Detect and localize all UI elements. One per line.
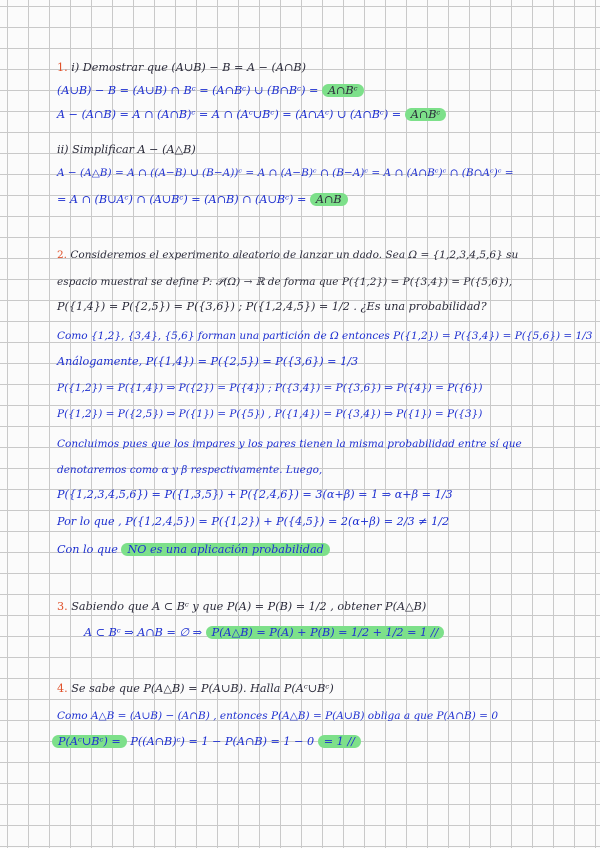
problem-2-fraction-compare: 2/3 ≠ 1/2 <box>396 515 450 528</box>
problem-2-line-3-text: P({1,4}) = P({2,5}) = P({3,6}) ; P({1,2,4,5}) = <box>57 300 329 313</box>
problem-2-line-8: Concluimos pues que los impares y los pares tienen la misma probabilidad entre sí que <box>57 438 522 450</box>
problem-2-line-11-text: Por lo que , P({1,2,4,5}) = P({1,2}) + P({4,5}) = 2(α+β) = <box>57 515 394 528</box>
problem-2-fraction-half: 1/2 <box>331 300 350 313</box>
problem-2-line-5 <box>57 355 358 369</box>
problem-3-title <box>57 600 426 614</box>
problem-4-result-end: = 1 // <box>318 735 361 748</box>
problem-4-result-start: P(Aᶜ∪Bᶜ) = <box>52 735 127 748</box>
problem-4-line-2-text: P((A∩B)ᶜ) = 1 − P(A∩B) = 1 − 0 <box>130 735 315 748</box>
problem-1-number: 1. <box>57 61 68 74</box>
problem-2-conclusion: NO es una aplicación probabilidad <box>121 543 329 556</box>
problem-3-result: P(A△B) = P(A) + P(B) = 1/2 + 1/2 = 1 // <box>206 626 445 639</box>
problem-1-line-1-text: (A∪B) − B = (A∪B) ∩ Bᶜ = (A∩Bᶜ) ∪ (B∩Bᶜ) = <box>57 84 319 97</box>
problem-2-line-7: P({1,2}) = P({2,5}) ⇒ P({1}) = P({5}) , P({1,4}) = P({3,4}) ⇒ P({1}) = P({3}) <box>57 408 483 420</box>
problem-2-line-10-text: P({1,2,3,4,5,6}) = P({1,3,5}) + P({2,4,6}) = 3(α+β) = 1 ⇒ α+β = <box>57 488 432 501</box>
problem-1-line-1 <box>57 84 364 98</box>
problem-2-fraction-third-2: 1/3 <box>340 355 359 368</box>
problem-4-title <box>57 682 334 696</box>
problem-1-sub: ii) Simplificar A − (A△B) <box>57 143 196 156</box>
problem-1-result-2: A∩Bᶜ <box>405 108 447 121</box>
problem-2-line-1 <box>57 248 518 262</box>
problem-1-result-1: A∩Bᶜ <box>322 84 364 97</box>
problem-1-line-4 <box>57 193 348 207</box>
problem-2-line-10 <box>57 488 453 502</box>
problem-2-line-5-text: Análogamente, P({1,4}) = P({2,5}) = P({3,6}) = <box>57 355 337 368</box>
problem-3-line-1-text: A ⊂ Bᶜ ⇒ A∩B = ∅ ⇒ <box>84 626 203 639</box>
problem-1-result-3: A∩B <box>310 193 348 206</box>
problem-2-fraction-third-1: 1/3 <box>575 330 593 342</box>
problem-1-statement: i) Demostrar que (A∪B) − B = A − (A∩B) <box>71 61 306 74</box>
problem-3-line-1 <box>84 626 444 640</box>
problem-2-question: . ¿Es una probabilidad? <box>353 300 487 313</box>
problem-1-line-2 <box>57 108 446 122</box>
problem-2-line-11 <box>57 515 449 529</box>
problem-4-number: 4. <box>57 682 68 695</box>
problem-2-conclusion-lead: Con lo que <box>57 543 118 556</box>
problem-2-fraction-third-3: 1/3 <box>434 488 453 501</box>
problem-1-line-2-text: A − (A∩B) = A ∩ (A∩B)ᶜ = A ∩ (Aᶜ∪Bᶜ) = (A∩Aᶜ) ∪ (A∩Bᶜ) = <box>57 108 402 121</box>
problem-2-number: 2. <box>57 249 68 261</box>
problem-1-line-3: A − (A△B) = A ∩ ((A−B) ∪ (B−A))ᶜ = A ∩ (A−B)ᶜ ∩ (B−A)ᶜ = A ∩ (A∩Bᶜ)ᶜ ∩ (B∩Aᶜ)ᶜ = <box>57 167 514 179</box>
problem-2-line-9: denotaremos como α y β respectivamente. Luego, <box>57 464 323 476</box>
problem-3-statement: Sabiendo que A ⊂ Bᶜ y que P(A) = P(B) = 1/2 , obtener P(A△B) <box>71 600 427 613</box>
problem-2-line-2: espacio muestral se define P: 𝒫(Ω) → ℝ de forma que P({1,2}) = P({3,4}) = P({5,6}), <box>57 276 513 288</box>
problem-2-statement-1: Consideremos el experimento aleatorio de lanzar un dado. Sea Ω = {1,2,3,4,5,6} su <box>70 249 519 261</box>
problem-2-line-4-text: Como {1,2}, {3,4}, {5,6} forman una partición de Ω entonces P({1,2}) = P({3,4}) = P({5,6}) = <box>57 330 573 342</box>
problem-1-title <box>57 61 306 75</box>
problem-4-statement: Se sabe que P(A△B) = P(A∪B). Halla P(Aᶜ∪Bᶜ) <box>71 682 334 695</box>
problem-2-line-3 <box>57 300 487 314</box>
problem-3-number: 3. <box>57 600 68 613</box>
problem-2-line-12 <box>57 543 330 557</box>
problem-4-line-1: Como A△B = (A∪B) − (A∩B) , entonces P(A△B) = P(A∪B) obliga a que P(A∩B) = 0 <box>57 710 498 722</box>
problem-2-line-4 <box>57 329 592 343</box>
problem-2-line-6: P({1,2}) = P({1,4}) ⇒ P({2}) = P({4}) ; P({3,4}) = P({3,6}) ⇒ P({4}) = P({6}) <box>57 382 483 394</box>
problem-4-line-2 <box>52 735 361 749</box>
problem-1-line-4-text: = A ∩ (B∪Aᶜ) ∩ (A∪Bᶜ) = (A∩B) ∩ (A∪Bᶜ) = <box>57 193 307 206</box>
